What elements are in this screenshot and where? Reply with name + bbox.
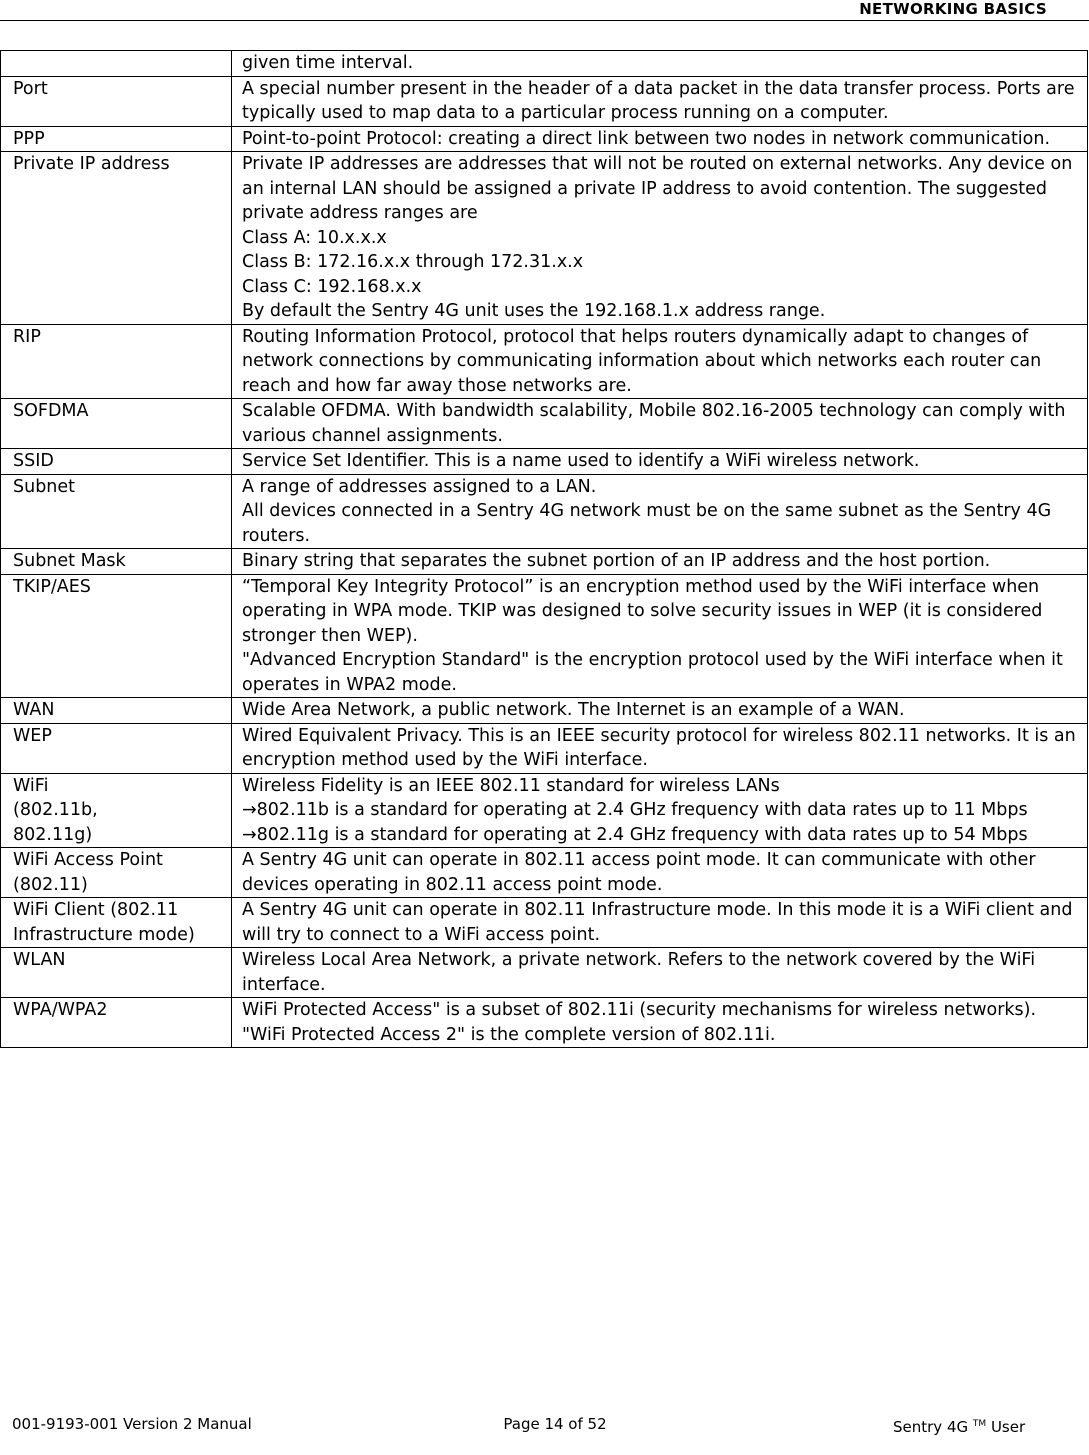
- glossary-row: [1, 574, 1088, 698]
- glossary-definition: Wireless Fidelity is an IEEE 802.11 standard for wireless LANs →802.11b is a standard for operating at 2.4 GHz frequency with data rates up to 11 Mbps →802.11g is a standard for operating at 2.4 GHz frequency with data rates up to 54 Mbps: [232, 773, 1088, 848]
- glossary-term: WLAN: [1, 948, 232, 998]
- section-title: NETWORKING BASICS: [859, 0, 1047, 18]
- footer-trademark: TM: [972, 1419, 987, 1429]
- glossary-definition: Wired Equivalent Privacy. This is an IEEE security protocol for wireless 802.11 networks. It is an encryption method used by the WiFi interface.: [232, 723, 1088, 773]
- glossary-term: RIP: [1, 324, 232, 399]
- glossary-definition: Scalable OFDMA. With bandwidth scalability, Mobile 802.16-2005 technology can comply with various channel assignments.: [232, 399, 1088, 449]
- glossary-row: [1, 848, 1088, 898]
- glossary-row: [1, 152, 1088, 325]
- glossary-term: Private IP address: [1, 152, 232, 325]
- footer-product-name: [893, 1415, 1025, 1437]
- glossary-term: SOFDMA: [1, 399, 232, 449]
- glossary-row: [1, 126, 1088, 152]
- glossary-row: [1, 698, 1088, 724]
- glossary-row: [1, 998, 1088, 1048]
- glossary-row: [1, 723, 1088, 773]
- glossary-definition: A range of addresses assigned to a LAN. All devices connected in a Sentry 4G network must be on the same subnet as the Sentry 4G routers.: [232, 474, 1088, 549]
- glossary-definition: Wireless Local Area Network, a private network. Refers to the network covered by the WiFi interface.: [232, 948, 1088, 998]
- glossary-table: [0, 50, 1088, 1048]
- glossary-row: [1, 898, 1088, 948]
- glossary-definition: Service Set Identifier. This is a name used to identify a WiFi wireless network.: [232, 449, 1088, 475]
- footer-product-suffix: User: [990, 1418, 1026, 1436]
- glossary-term: Subnet: [1, 474, 232, 549]
- footer-document-id: 001-9193-001 Version 2 Manual: [12, 1415, 252, 1433]
- glossary-definition: A Sentry 4G unit can operate in 802.11 Infrastructure mode. In this mode it is a WiFi client and will try to connect to a WiFi access point.: [232, 898, 1088, 948]
- glossary-definition: Routing Information Protocol, protocol that helps routers dynamically adapt to changes of network connections by communicating information about which networks each router can reach and how far away those networks are.: [232, 324, 1088, 399]
- glossary-row: [1, 51, 1088, 77]
- glossary-definition: A special number present in the header of a data packet in the data transfer process. Ports are typically used to map data to a particular process running on a computer.: [232, 76, 1088, 126]
- glossary-term: SSID: [1, 449, 232, 475]
- glossary-definition: Wide Area Network, a public network. The Internet is an example of a WAN.: [232, 698, 1088, 724]
- glossary-term: Subnet Mask: [1, 549, 232, 575]
- glossary-term: WiFi Access Point (802.11): [1, 848, 232, 898]
- glossary-term: WiFi Client (802.11 Infrastructure mode): [1, 898, 232, 948]
- glossary-term: Port: [1, 76, 232, 126]
- glossary-row: [1, 948, 1088, 998]
- header-divider: [0, 20, 1089, 21]
- glossary-definition: given time interval.: [232, 51, 1088, 77]
- glossary-row: [1, 399, 1088, 449]
- glossary-term: PPP: [1, 126, 232, 152]
- glossary-term: WEP: [1, 723, 232, 773]
- footer-page-number: Page 14 of 52: [503, 1415, 607, 1433]
- glossary-definition: A Sentry 4G unit can operate in 802.11 access point mode. It can communicate with other devices operating in 802.11 access point mode.: [232, 848, 1088, 898]
- glossary-body: [1, 51, 1088, 1048]
- glossary-definition: WiFi Protected Access" is a subset of 802.11i (security mechanisms for wireless networks). "WiFi Protected Access 2" is the complete version of 802.11i.: [232, 998, 1088, 1048]
- glossary-term: WiFi (802.11b, 802.11g): [1, 773, 232, 848]
- glossary-definition: Binary string that separates the subnet portion of an IP address and the host portion.: [232, 549, 1088, 575]
- glossary-term: [1, 51, 232, 77]
- glossary-row: [1, 76, 1088, 126]
- glossary-definition: Point-to-point Protocol: creating a direct link between two nodes in network communication.: [232, 126, 1088, 152]
- glossary-term: TKIP/AES: [1, 574, 232, 698]
- glossary-row: [1, 474, 1088, 549]
- glossary-definition: “Temporal Key Integrity Protocol” is an encryption method used by the WiFi interface when operating in WPA mode. TKIP was designed to solve security issues in WEP (it is considered stronger then WEP). "Advanced Encryption Standard" is the encryption protocol used by the WiFi interface when it operates in WPA2 mode.: [232, 574, 1088, 698]
- glossary-row: [1, 549, 1088, 575]
- glossary-definition: Private IP addresses are addresses that will not be routed on external networks. Any device on an internal LAN should be assigned a private IP address to avoid contention. The suggested private address ranges are Class A: 10.x.x.x Class B: 172.16.x.x through 172.31.x.x Class C: 192.168.x.x By default the Sentry 4G unit uses the 192.168.1.x address range.: [232, 152, 1088, 325]
- glossary-term: WAN: [1, 698, 232, 724]
- glossary-row: [1, 324, 1088, 399]
- glossary-row: [1, 773, 1088, 848]
- glossary-row: [1, 449, 1088, 475]
- footer-product: Sentry 4G: [893, 1418, 969, 1436]
- glossary-term: WPA/WPA2: [1, 998, 232, 1048]
